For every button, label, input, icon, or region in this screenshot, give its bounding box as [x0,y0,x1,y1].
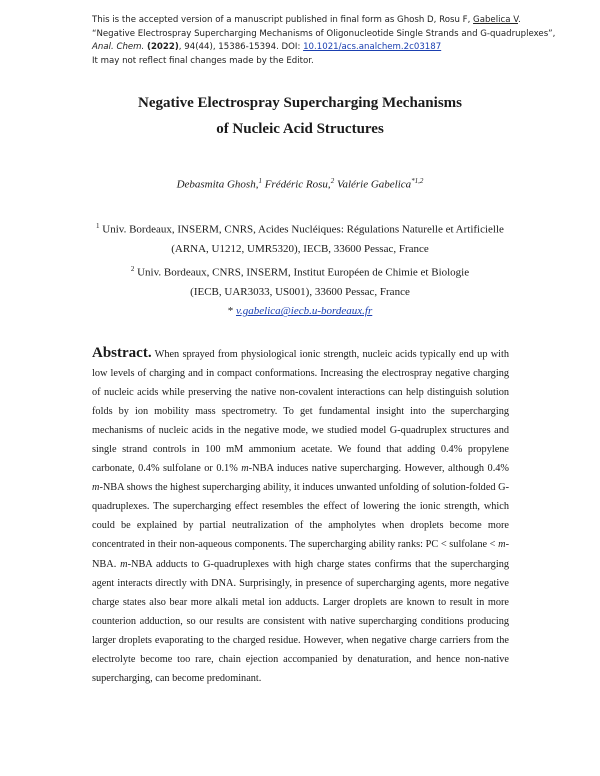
abstract-italic-m-3: m [498,539,506,551]
affiliation-2-line-2: (IECB, UAR3033, US001), 33600 Pessac, France [190,285,410,298]
abstract-paragraph [92,344,509,688]
affiliation-1-line-2: (ARNA, U1212, UMR5320), IECB, 33600 Pessac, France [171,243,429,256]
notice-line-3 [92,41,532,55]
author-1: Debasmita Ghosh, [176,178,259,191]
citation-details: , 94(44), 15386-15394. DOI: [178,42,304,52]
affiliation-1-number: 1 [96,222,100,230]
notice-line-1-text: This is the accepted version of a manuscript published in final form as Ghosh D, Rosu F, [92,15,474,25]
author-list [40,177,560,191]
abstract-italic-m-4: m [120,558,128,570]
corresponding-email-link[interactable]: v.gabelica@iecb.u-bordeaux.fr [235,305,373,318]
accepted-version-notice [92,14,556,68]
abstract-text-4: -NBA. [92,539,509,570]
journal-name: Anal. Chem. [92,42,145,52]
affiliation-1-line-1 [40,217,560,240]
abstract-text-5: -NBA adducts to G-quadruplexes with high charge states confirms that the supercharging agent interacts directly with DNA. Surprisingly, in presence of supercharging agents, more negative charge states also bear more alkali metal ion adducts. Larger droplets are known to result in more counterion adduction, so our results are consistent with native supercharging conditions producing larger droplets evaporating to the charged residue. However, when negative charge carriers from the electrolyte become too rare, chain ejection accompanied by denaturation, and hence non-native supercharging, can become predominant. [92,558,509,684]
affiliation-2-number: 2 [130,264,135,273]
author-2-affiliation: 2 [330,177,335,185]
notice-line-2: “Negative Electrospray Supercharging Mechanisms of Oligonucleotide Single Strands and G-quadruplexes”, [92,28,556,39]
abstract-italic-m-1: m [241,463,249,475]
doi-link[interactable]: 10.1021/acs.analchem.2c03187 [303,42,442,52]
notice-line-1-end: . [517,15,521,25]
abstract-text-3: -NBA shows the highest supercharging ability, it induces unwanted unfolding of solution-folded G-quadruplexes. The supercharging effect resembles the effect of lowering the ionic strength, which could be explained by partial neutralization of the ampholytes when droplets become more concentrated in their non-aqueous components. The supercharging ability ranks: PC < sulfolane < [92,482,509,551]
publication-year: (2022) [147,42,179,52]
notice-line-4: It may not reflect final changes made by the Editor. [92,55,314,66]
abstract-italic-m-2: m [92,482,100,494]
author-3: Valérie Gabelica [334,178,412,191]
affiliation-1-text: Univ. Bordeaux, INSERM, CNRS, Acides Nucléiques: Régulations Naturelle et Artificielle [99,223,504,236]
paper-title-line-1: Negative Electrospray Supercharging Mechanisms [137,95,462,111]
corresponding-email-line [40,302,560,322]
abstract-heading: Abstract. [92,345,152,361]
notice-author-link[interactable]: Gabelica V [473,15,518,25]
paper-title-line-2: of Nucleic Acid Structures [216,121,384,137]
notice-line-1 [92,14,532,28]
affiliation-2-line-1 [40,260,560,283]
corresponding-star: * [227,305,234,318]
affiliation-2-text: Univ. Bordeaux, CNRS, INSERM, Institut Européen de Chimie et Biologie [134,266,470,279]
abstract-text-2: -NBA induces native supercharging. However, although 0.4% [248,463,509,475]
author-3-affiliation: *1,2 [411,177,424,185]
author-1-affiliation: 1 [258,177,262,185]
author-2: Frédéric Rosu, [261,178,331,191]
abstract-text-1: When sprayed from physiological ionic strength, nucleic acids typically end up with low levels of charging and in compact conformations. Increasing the electrospray negative charging of nucleic acids while preserving the native non-covalent interactions can help distinguish solution folds by ion mobility mass spectrometry. To get fundamental insight into the supercharging mechanisms of nucleic acids in the negative mode, we studied model G-quadruplex structures and single strand controls in 100 mM ammonium acetate. We found that adding 0.4% propylene carbonate, 0.4% sulfolane or 0.1% [92,349,509,475]
affiliations [40,217,560,322]
